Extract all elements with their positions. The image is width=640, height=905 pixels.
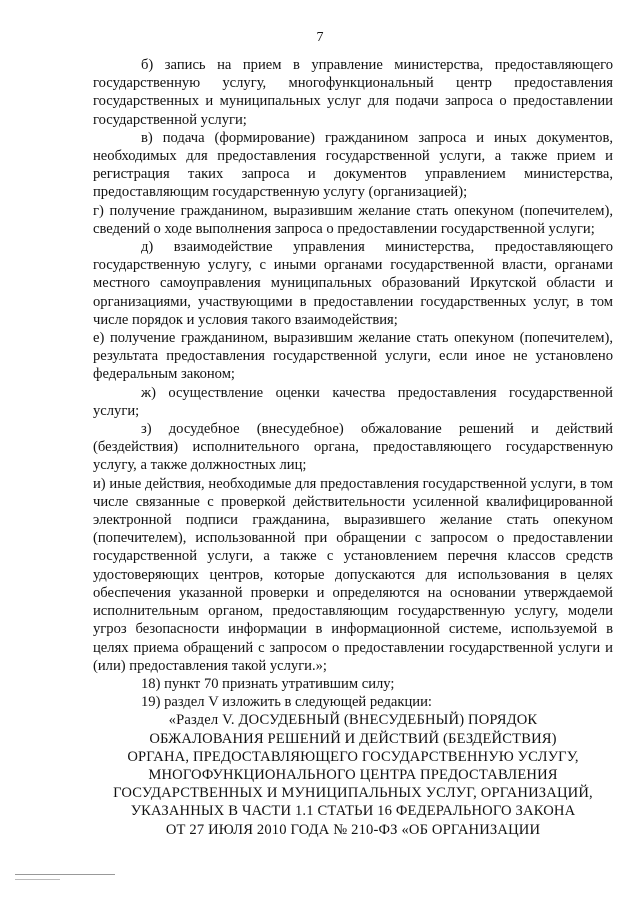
footer-divider (15, 874, 115, 875)
paragraph-z: з) досудебное (внесудебное) обжалование решений и действий (бездействия) исполнительного органа, предоставляющего государственную услугу, а также должностных лиц; (93, 421, 613, 474)
heading-line: МНОГОФУНКЦИОНАЛЬНОГО ЦЕНТРА ПРЕДОСТАВЛЕНИЯ (148, 766, 558, 783)
document-body (93, 56, 613, 839)
heading-line: «Раздел V. ДОСУДЕБНЫЙ (ВНЕСУДЕБНЫЙ) ПОРЯДОК (168, 712, 538, 729)
paragraph-g: г) получение гражданином, выразившим желание стать опекуном (попечителем), сведений о ходе выполнения запроса о предоставлении государственной услуги; (93, 202, 613, 237)
heading-line: ОБЖАЛОВАНИЯ РЕШЕНИЙ И ДЕЙСТВИЙ (БЕЗДЕЙСТВИЯ) (149, 730, 557, 747)
heading-line: УКАЗАННЫХ В ЧАСТИ 1.1 СТАТЬИ 16 ФЕДЕРАЛЬНОГО ЗАКОНА (130, 803, 576, 820)
paragraph-19: 19) раздел V изложить в следующей редакции: (141, 694, 432, 711)
paragraph-d: д) взаимодействие управления министерства, предоставляющего государственную услугу, с иными органами государственной власти, органами местного самоуправления муниципальных образований Иркутской области и организациями, участвующими в предоставлении государственных услуг, в том числе порядок и условия такого взаимодействия; (93, 239, 613, 328)
heading-line: ОТ 27 ИЮЛЯ 2010 ГОДА № 210-ФЗ «ОБ ОРГАНИЗАЦИИ (165, 821, 541, 838)
section-heading (93, 711, 613, 838)
heading-line: ГОСУДАРСТВЕННЫХ И МУНИЦИПАЛЬНЫХ УСЛУГ, ОРГАНИЗАЦИЙ, (113, 785, 593, 802)
heading-line: ОРГАНА, ПРЕДОСТАВЛЯЮЩЕГО ГОСУДАРСТВЕННУЮ УСЛУГУ, (127, 748, 579, 765)
paragraph-v: в) подача (формирование) гражданином запроса и иных документов, необходимых для предоставления государственной услуги, а также прием и регистрация таких запроса и документов управлением министерства, предоставляющим государственную услугу (организацией); (93, 129, 613, 201)
footer-divider (15, 879, 60, 880)
paragraph-e: е) получение гражданином, выразившим желание стать опекуном (попечителем), результата предоставления государственной услуги, если иное не установлено федеральным законом; (93, 330, 613, 383)
paragraph-i: и) иные действия, необходимые для предоставления государственной услуги, в том числе связанные с проверкой действительности усиленной квалифицированной электронной подписи гражданина, выразившего желание стать опекуном (попечителем), использованной при обращении с запросом о предоставлении государственной услуги, а также с установлением перечня классов средств удостоверяющих центров, которые допускаются для использования в целях обеспечения указанной проверки и определяются на основании утверждаемой исполнительным органом, предоставляющим государственную услугу, модели угроз безопасности информации в информационной системе, используемой в целях приема обращений с запросом о предоставлении государственной услуги и (или) предоставления такой услуги.»; (93, 475, 613, 674)
paragraph-zh: ж) осуществление оценки качества предоставления государственной услуги; (93, 384, 613, 419)
paragraph-18: 18) пункт 70 признать утратившим силу; (141, 675, 395, 692)
paragraph-b: б) запись на прием в управление министерства, предоставляющего государственную услугу, многофункциональный центр предоставления государственных и муниципальных услуг для подачи запроса о предоставлении государственной услуги; (93, 57, 613, 128)
page-number: 7 (316, 30, 324, 45)
